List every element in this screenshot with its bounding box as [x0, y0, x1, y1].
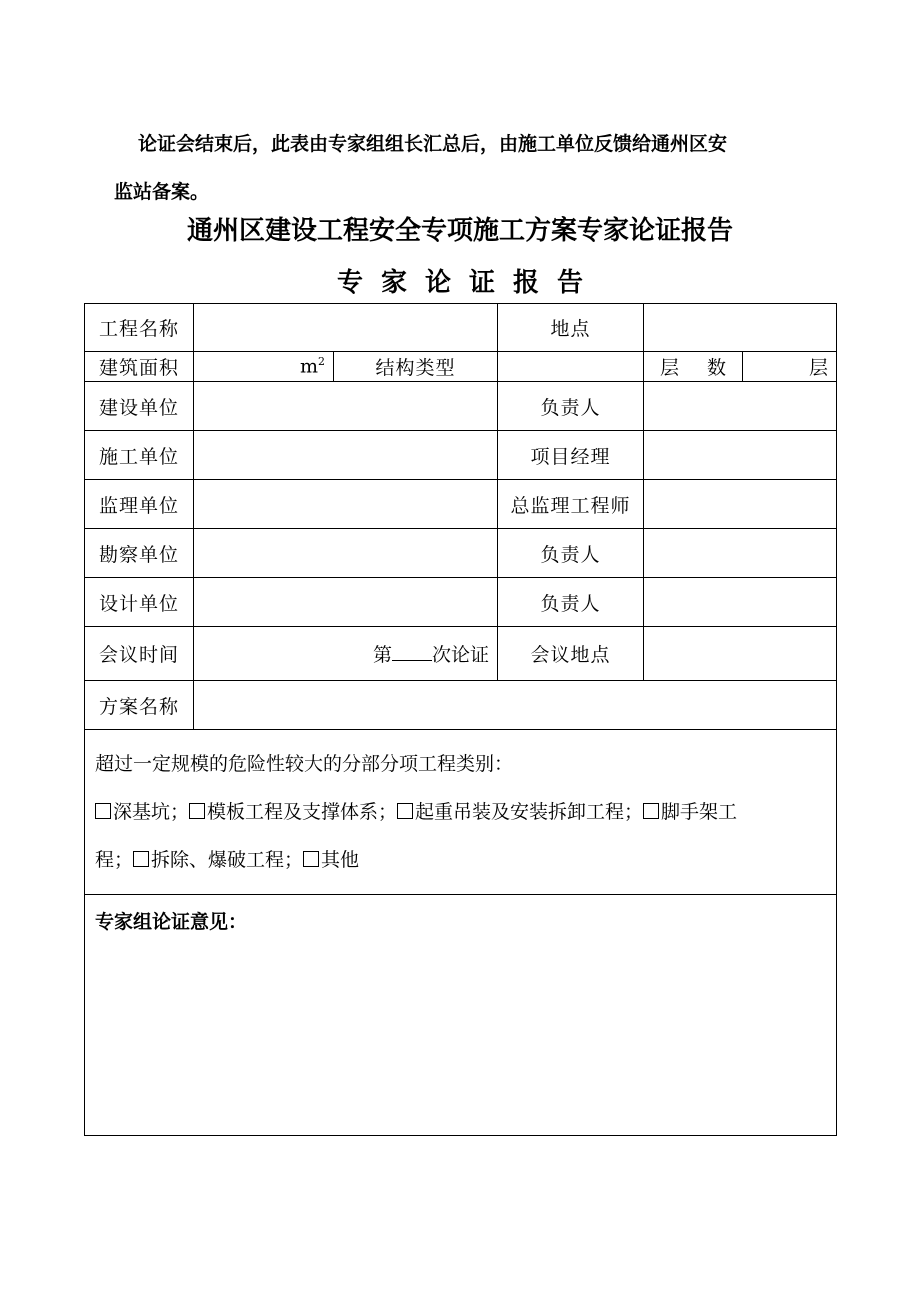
checkbox-scaffolding[interactable]: [643, 803, 659, 819]
construction-contact-field[interactable]: [644, 382, 837, 431]
row-construction-unit: [85, 382, 837, 431]
design-contact-field[interactable]: [644, 578, 837, 627]
row-builder: [85, 431, 837, 480]
survey-field[interactable]: [194, 529, 498, 578]
design-contact-label: 负责人: [498, 578, 644, 627]
round-suffix: 次论证: [431, 644, 489, 666]
floors-label: 层 数: [644, 352, 743, 382]
round-number-blank[interactable]: [392, 642, 432, 661]
row-categories: [85, 730, 837, 895]
area-label: 建筑面积: [85, 352, 194, 382]
floors-unit: 层: [808, 357, 828, 379]
location-label: 地点: [498, 304, 644, 352]
row-meeting: [85, 627, 837, 681]
category-hoisting: 起重吊装及安装拆卸工程；: [415, 801, 644, 823]
categories-line-2: [95, 836, 826, 884]
checkbox-demolition[interactable]: [133, 851, 149, 867]
checkbox-deep-foundation[interactable]: [95, 803, 111, 819]
area-unit-sup: 2: [318, 355, 325, 369]
opinion-label: 专家组论证意见：: [95, 911, 248, 933]
intro-note: [114, 120, 826, 216]
checkbox-formwork[interactable]: [189, 803, 205, 819]
chief-supervisor-field[interactable]: [644, 480, 837, 529]
chief-supervisor-label: 总监理工程师: [498, 480, 644, 529]
scheme-name-label: 方案名称: [85, 681, 194, 730]
project-name-field[interactable]: [194, 304, 498, 352]
scheme-name-field[interactable]: [194, 681, 837, 730]
design-label: 设计单位: [85, 578, 194, 627]
project-name-label: 工程名称: [85, 304, 194, 352]
structure-field[interactable]: [498, 352, 644, 382]
structure-label: 结构类型: [334, 352, 498, 382]
document-title: 通州区建设工程安全专项施工方案专家论证报告: [186, 216, 733, 246]
category-other: 其他: [321, 849, 360, 871]
intro-line-2: 监站备案。: [114, 181, 210, 203]
design-field[interactable]: [194, 578, 498, 627]
row-area: [85, 352, 837, 382]
floors-field[interactable]: [743, 352, 837, 382]
project-manager-field[interactable]: [644, 431, 837, 480]
categories-line-1: [95, 788, 826, 836]
meeting-place-label: 会议地点: [498, 627, 644, 681]
survey-contact-label: 负责人: [498, 529, 644, 578]
category-scaffolding: 脚手架工: [661, 801, 738, 823]
survey-contact-field[interactable]: [644, 529, 837, 578]
meeting-place-field[interactable]: [644, 627, 837, 681]
opinion-cell[interactable]: [85, 895, 837, 1136]
construction-unit-field[interactable]: [194, 382, 498, 431]
area-field[interactable]: [194, 352, 334, 382]
categories-cell: [85, 730, 837, 895]
round-prefix: 第: [372, 644, 392, 666]
intro-line-1: 论证会结束后，此表由专家组组长汇总后，由施工单位反馈给通州区安: [138, 133, 728, 155]
category-scaffolding-cont: 程；: [95, 849, 134, 871]
category-formwork: 模板工程及支撑体系；: [207, 801, 398, 823]
area-unit: m: [299, 355, 318, 378]
row-supervisor: [85, 480, 837, 529]
project-manager-label: 项目经理: [498, 431, 644, 480]
category-demolition: 拆除、爆破工程；: [151, 849, 304, 871]
categories-heading: 超过一定规模的危险性较大的分部分项工程类别：: [95, 753, 514, 775]
checkbox-hoisting[interactable]: [397, 803, 413, 819]
checkbox-other[interactable]: [303, 851, 319, 867]
row-scheme: [85, 681, 837, 730]
meeting-time-field[interactable]: [194, 627, 498, 681]
location-field[interactable]: [644, 304, 837, 352]
document-subtitle: 专家论证报告: [336, 268, 601, 298]
construction-contact-label: 负责人: [498, 382, 644, 431]
meeting-time-label: 会议时间: [85, 627, 194, 681]
row-project: [85, 304, 837, 352]
supervisor-field[interactable]: [194, 480, 498, 529]
builder-label: 施工单位: [85, 431, 194, 480]
survey-label: 勘察单位: [85, 529, 194, 578]
supervisor-label: 监理单位: [85, 480, 194, 529]
construction-unit-label: 建设单位: [85, 382, 194, 431]
category-deep-foundation: 深基坑；: [113, 801, 190, 823]
builder-field[interactable]: [194, 431, 498, 480]
row-survey: [85, 529, 837, 578]
row-opinion: [85, 895, 837, 1136]
row-design: [85, 578, 837, 627]
report-form: [84, 303, 837, 1136]
